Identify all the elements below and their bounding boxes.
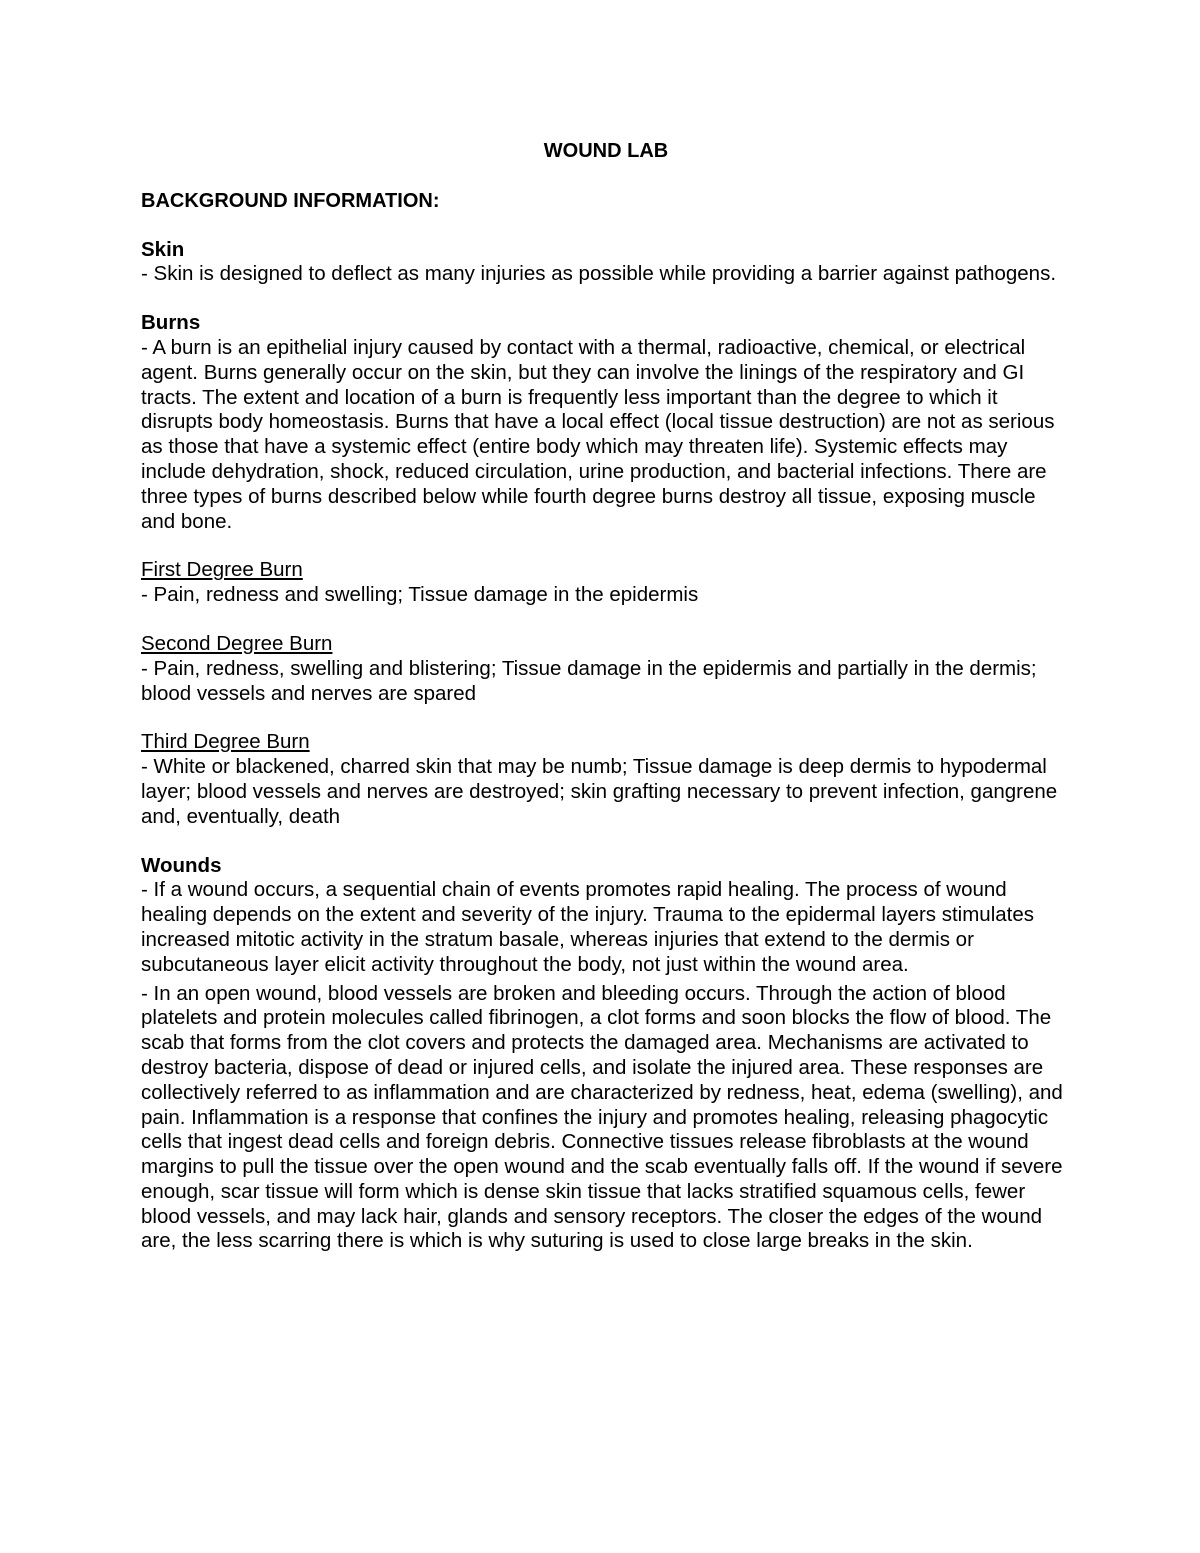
- document-page: [141, 139, 1071, 1254]
- skin-heading: Skin: [141, 237, 185, 261]
- wounds-heading: Wounds: [141, 853, 222, 877]
- skin-text: - Skin is designed to deflect as many injuries as possible while providing a barrier against pathogens.: [141, 262, 1057, 286]
- document-title: WOUND LAB: [543, 140, 669, 162]
- second-degree-heading: Second Degree Burn: [141, 631, 333, 655]
- wounds-text-1: - If a wound occurs, a sequential chain of events promotes rapid healing. The process of wound healing depends on the extent and severity of the injury. Trauma to the epidermal layers stimulates increased mitotic activity in the stratum basale, whereas injuries that extend to the dermis or subcutaneous layer elicit activity throughout the body, not just within the wound area.: [141, 878, 1035, 976]
- third-degree-heading: Third Degree Burn: [141, 730, 310, 754]
- burns-text: - A burn is an epithelial injury caused by contact with a thermal, radioactive, chemical, or electrical agent. Burns generally occur on the skin, but they can involve the linings of the respiratory and GI tracts. The extent and location of a burn is frequently less important than the degree to which it disrupts body homeostasis. Burns that have a local effect (local tissue destruction) are not as serious as those that have a systemic effect (entire body which may threaten life). Systemic effects may include dehydration, shock, reduced circulation, urine production, and bacterial infections. There are three types of burns described below while fourth degree burns destroy all tissue, exposing muscle and bone.: [141, 335, 1055, 533]
- first-degree-text: - Pain, redness and swelling; Tissue damage in the epidermis: [141, 583, 699, 607]
- burns-heading: Burns: [141, 311, 201, 335]
- wounds-text-2: - In an open wound, blood vessels are broken and bleeding occurs. Through the action of blood platelets and protein molecules called fibrinogen, a clot forms and soon blocks the flow of blood. The scab that forms from the clot covers and protects the damaged area. Mechanisms are activated to destroy bacteria, dispose of dead or injured cells, and isolate the injured area. These responses are collectively referred to as inflammation and are characterized by redness, heat, edema (swelling), and pain. Inflammation is a response that confines the injury and promotes healing, releasing phagocytic cells that ingest dead cells and foreign debris. Connective tissues release fibroblasts at the wound margins to pull the tissue over the open wound and the scab eventually falls off. If the wound if severe enough, scar tissue will form which is dense skin tissue that lacks stratified squamous cells, fewer blood vessels, and may lack hair, glands and sensory receptors. The closer the edges of the wound are, the less scarring there is which is why suturing is used to close large breaks in the skin.: [141, 981, 1063, 1253]
- second-degree-text: - Pain, redness, swelling and blistering; Tissue damage in the epidermis and partially in the dermis; blood vessels and nerves are spared: [141, 656, 1037, 705]
- first-degree-heading: First Degree Burn: [141, 558, 303, 582]
- background-heading: BACKGROUND INFORMATION:: [141, 189, 440, 212]
- third-degree-text: - White or blackened, charred skin that may be numb; Tissue damage is deep dermis to hypodermal layer; blood vessels and nerves are destroyed; skin grafting necessary to prevent infection, gangrene and, eventually, death: [141, 755, 1058, 828]
